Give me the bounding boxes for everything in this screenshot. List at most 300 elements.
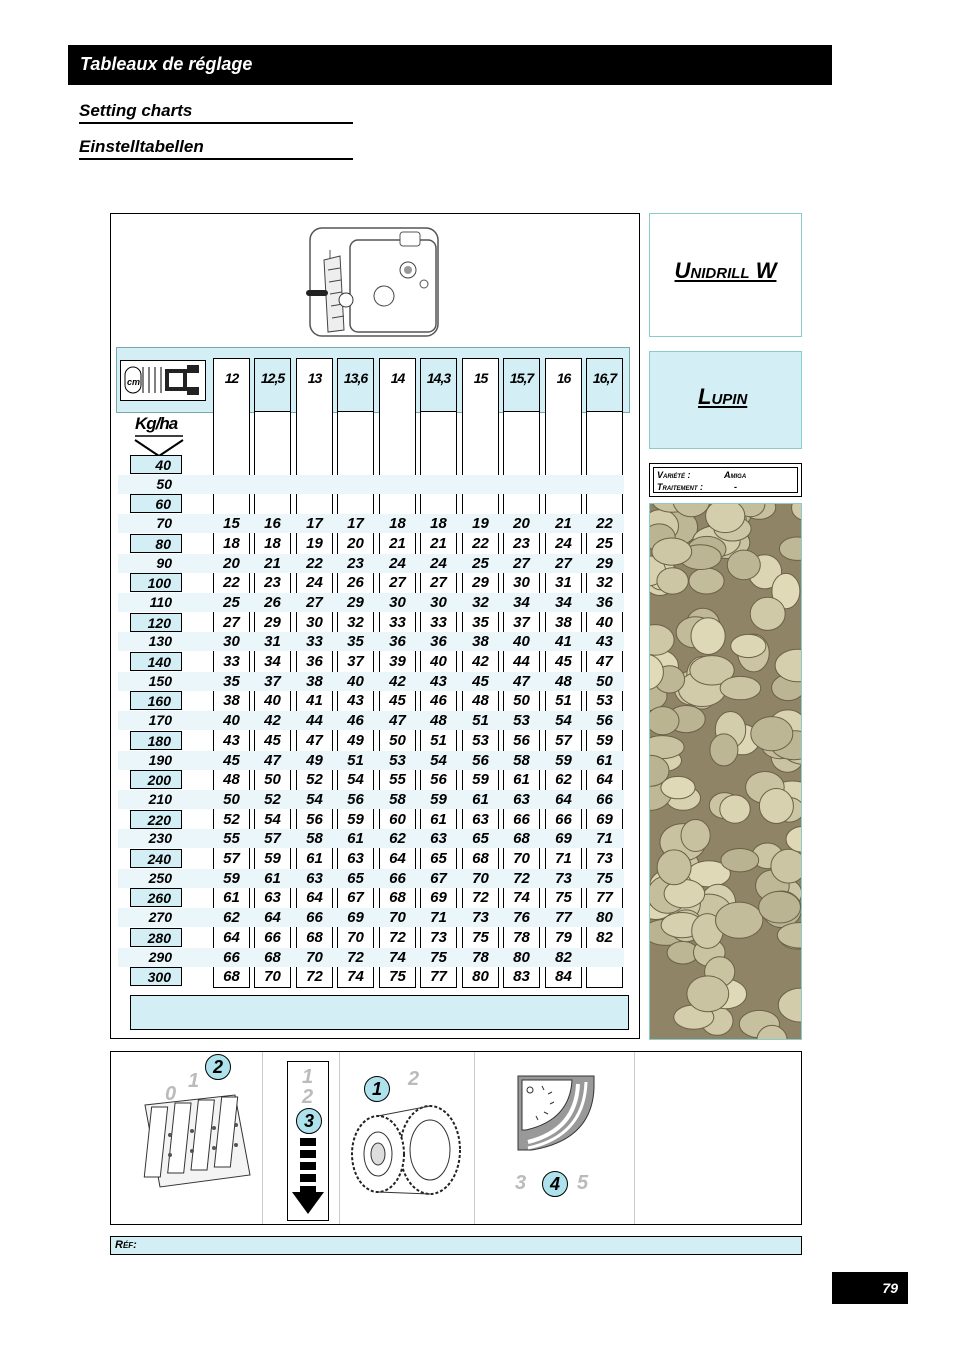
table-row-kg: 170 <box>148 712 172 729</box>
subtitle-english: Setting charts <box>79 101 353 124</box>
table-cell: 51 <box>472 712 489 730</box>
table-cell: 30 <box>430 593 447 611</box>
table-cell: 54 <box>555 712 572 730</box>
seed <box>687 976 729 1012</box>
table-cell: 57 <box>223 850 240 867</box>
seed <box>759 789 793 824</box>
table-cell: 23 <box>513 534 530 552</box>
column-header: 14 <box>390 370 405 386</box>
table-row-kg: 190 <box>148 751 172 768</box>
table-cell: 45 <box>223 751 240 769</box>
table-cell: 66 <box>513 810 530 828</box>
seed <box>731 634 766 657</box>
seed <box>689 568 724 594</box>
table-cell: 73 <box>430 928 447 946</box>
table-cell: 56 <box>347 790 364 808</box>
table-cell: 38 <box>223 692 240 710</box>
trap-option-selected: 4 <box>542 1171 568 1197</box>
table-cell: 48 <box>223 771 240 789</box>
column-header: 12 <box>224 370 239 386</box>
table-row-kg: 120 <box>130 613 182 632</box>
gearbox-option-2: 2 <box>408 1068 420 1090</box>
table-cell: 69 <box>347 909 364 927</box>
table-cell: 20 <box>513 515 530 533</box>
table-cell: 40 <box>347 672 364 690</box>
table-cell: 80 <box>472 968 489 986</box>
table-cell: 55 <box>223 830 240 848</box>
table-cell: 32 <box>596 574 613 592</box>
gearbox-option-selected: 1 <box>364 1076 390 1102</box>
table-cell: 59 <box>555 751 572 769</box>
table-cell: 50 <box>596 672 613 690</box>
table-cell: 50 <box>264 771 281 789</box>
table-cell: 26 <box>264 593 281 611</box>
table-cell: 45 <box>389 692 406 710</box>
seed <box>771 849 802 883</box>
table-cell: 24 <box>306 574 323 592</box>
page-number: 79 <box>832 1272 908 1304</box>
table-cell: 59 <box>430 790 447 808</box>
divider <box>474 1052 475 1224</box>
table-cell <box>379 455 416 474</box>
table-cell: 33 <box>430 613 447 631</box>
table-cell: 25 <box>223 593 240 611</box>
treatment-value: - <box>734 482 737 492</box>
table-row-kg: 290 <box>148 948 172 965</box>
variety-label: Variété : <box>657 470 691 480</box>
table-cell: 75 <box>596 869 613 887</box>
table-cell: 79 <box>555 928 572 946</box>
crop-name: Lupin <box>698 384 748 409</box>
table-cell: 66 <box>596 790 613 808</box>
table-row-kg: 70 <box>156 515 172 532</box>
table-cell: 45 <box>555 653 572 670</box>
table-cell: 32 <box>472 593 489 611</box>
table-row-kg: 230 <box>148 830 172 847</box>
table-cell: 61 <box>472 790 489 808</box>
table-cell: 23 <box>264 574 281 592</box>
table-cell: 53 <box>513 712 530 730</box>
table-cell: 62 <box>389 830 406 848</box>
table-cell: 49 <box>347 731 364 749</box>
table-cell: 24 <box>430 554 447 572</box>
table-cell: 62 <box>555 771 572 789</box>
column-header: 16 <box>556 370 571 386</box>
table-cell <box>379 494 416 513</box>
seed <box>786 826 802 852</box>
table-cell: 27 <box>555 554 572 572</box>
table-cell: 51 <box>430 731 447 749</box>
table-cell: 64 <box>596 771 613 789</box>
table-cell: 65 <box>430 850 447 867</box>
seed <box>720 795 750 823</box>
table-cell: 66 <box>223 948 240 966</box>
table-cell: 30 <box>389 593 406 611</box>
treatment-label: Traitement : <box>657 482 703 492</box>
table-cell: 22 <box>472 534 489 552</box>
table-cell: 18 <box>389 515 406 533</box>
table-row-kg: 160 <box>130 691 182 710</box>
table-cell: 61 <box>223 889 240 907</box>
table-row-kg: 280 <box>130 928 182 947</box>
table-cell: 39 <box>389 653 406 670</box>
shutter-option-1: 1 <box>188 1070 200 1092</box>
table-cell <box>296 494 333 513</box>
table-cell: 72 <box>472 889 489 907</box>
table-cell: 22 <box>223 574 240 592</box>
table-cell: 34 <box>264 653 281 670</box>
seed-texture <box>650 504 802 1040</box>
table-cell: 69 <box>596 810 613 828</box>
table-cell: 24 <box>555 534 572 552</box>
table-cell: 34 <box>555 593 572 611</box>
table-row-kg: 180 <box>130 731 182 750</box>
metering-unit-illustration <box>300 220 450 345</box>
table-cell: 70 <box>472 869 489 887</box>
table-cell: 84 <box>555 968 572 986</box>
table-row-kg: 90 <box>156 554 172 571</box>
flap-option-selected: 3 <box>296 1108 322 1134</box>
table-cell: 71 <box>555 850 572 867</box>
table-cell: 18 <box>223 534 240 552</box>
table-cell: 59 <box>472 771 489 789</box>
table-cell <box>586 948 623 967</box>
table-cell: 44 <box>513 653 530 670</box>
table-cell: 38 <box>472 633 489 651</box>
table-cell: 20 <box>223 554 240 572</box>
lupin-seed-photo <box>649 503 802 1040</box>
column-header: 15 <box>473 370 488 386</box>
kg-ha-label: Kg/ha <box>135 414 178 433</box>
table-cell: 31 <box>555 574 572 592</box>
table-cell: 35 <box>223 672 240 690</box>
table-cell: 77 <box>430 968 447 986</box>
table-cell: 67 <box>347 889 364 907</box>
table-cell: 72 <box>306 968 323 986</box>
table-cell: 41 <box>555 633 572 651</box>
table-cell: 43 <box>596 633 613 651</box>
table-cell: 82 <box>596 928 613 946</box>
column-header: 13,6 <box>343 370 368 386</box>
table-cell: 27 <box>223 613 240 631</box>
title-bar <box>68 45 832 85</box>
table-cell: 74 <box>347 968 364 986</box>
seed <box>792 504 802 521</box>
trap-option-3: 3 <box>515 1172 527 1194</box>
table-cell: 47 <box>513 672 530 690</box>
table-cell: 48 <box>430 712 447 730</box>
table-cell: 59 <box>264 850 281 867</box>
table-row-kg: 210 <box>148 790 172 807</box>
table-cell: 42 <box>264 712 281 730</box>
table-cell: 64 <box>223 928 240 946</box>
subtitle-german: Einstelltabellen <box>79 137 353 160</box>
table-row-kg: 270 <box>148 909 172 926</box>
table-cell: 48 <box>472 692 489 710</box>
table-cell: 64 <box>389 850 406 867</box>
table-cell: 32 <box>347 613 364 631</box>
table-cell <box>420 475 457 494</box>
seed <box>778 988 802 1022</box>
table-cell: 56 <box>430 771 447 789</box>
table-cell: 62 <box>223 909 240 927</box>
reference-field <box>110 1236 802 1255</box>
table-cell: 68 <box>513 830 530 848</box>
table-cell: 19 <box>472 515 489 533</box>
table-row-kg: 240 <box>130 849 182 868</box>
table-cell: 35 <box>472 613 489 631</box>
table-cell: 55 <box>389 771 406 789</box>
table-cell: 29 <box>347 593 364 611</box>
table-cell: 78 <box>513 928 530 946</box>
cm-label: cm <box>127 377 141 387</box>
table-cell <box>296 455 333 474</box>
seed <box>657 850 691 885</box>
table-cell: 17 <box>306 515 323 533</box>
table-cell: 61 <box>347 830 364 848</box>
table-cell <box>462 494 499 513</box>
table-row-kg: 130 <box>148 633 172 650</box>
table-cell <box>545 494 582 513</box>
table-cell: 54 <box>264 810 281 828</box>
table-cell: 57 <box>264 830 281 848</box>
shutter-option-selected: 2 <box>205 1054 231 1080</box>
trap-option-5: 5 <box>577 1172 589 1194</box>
table-cell: 31 <box>264 633 281 651</box>
table-cell <box>213 455 250 474</box>
table-cell: 43 <box>223 731 240 749</box>
row-spacing-icon-box <box>120 360 206 401</box>
table-cell: 66 <box>264 928 281 946</box>
table-cell: 58 <box>513 751 530 769</box>
table-cell <box>254 455 291 474</box>
seed <box>721 849 759 872</box>
table-cell: 50 <box>223 790 240 808</box>
table-cell: 65 <box>347 869 364 887</box>
table-cell: 70 <box>389 909 406 927</box>
table-cell: 37 <box>347 653 364 670</box>
reference-label: Réf: <box>115 1239 137 1251</box>
table-cell: 36 <box>430 633 447 651</box>
table-cell <box>337 475 374 494</box>
table-cell: 47 <box>596 653 613 670</box>
table-cell: 16 <box>264 515 281 533</box>
table-cell <box>254 494 291 513</box>
shutter-illustration <box>140 1075 255 1200</box>
table-cell: 68 <box>264 948 281 966</box>
table-cell: 59 <box>596 731 613 749</box>
column-header: 16,7 <box>592 370 617 386</box>
table-cell: 34 <box>513 593 530 611</box>
table-cell: 61 <box>264 869 281 887</box>
table-cell: 46 <box>430 692 447 710</box>
table-cell <box>379 475 416 494</box>
table-cell <box>462 455 499 474</box>
variety-box <box>649 463 802 497</box>
table-row-kg: 40 <box>130 455 182 474</box>
table-cell: 21 <box>555 515 572 533</box>
table-cell: 72 <box>347 948 364 966</box>
table-cell: 29 <box>596 554 613 572</box>
table-cell <box>337 494 374 513</box>
table-cell: 23 <box>347 554 364 572</box>
table-cell: 66 <box>306 909 323 927</box>
table-row-kg: 140 <box>130 652 182 671</box>
table-cell: 53 <box>389 751 406 769</box>
seed <box>681 820 710 852</box>
table-cell: 40 <box>513 633 530 651</box>
table-cell: 52 <box>223 810 240 828</box>
seed <box>750 597 785 630</box>
table-cell: 33 <box>389 613 406 631</box>
table-cell: 63 <box>347 850 364 867</box>
table-cell: 47 <box>389 712 406 730</box>
table-cell: 69 <box>555 830 572 848</box>
table-cell: 80 <box>596 909 613 927</box>
table-cell: 66 <box>555 810 572 828</box>
table-cell: 25 <box>472 554 489 572</box>
variety-value: Amiga <box>724 470 747 480</box>
table-cell <box>586 967 623 986</box>
table-cell: 27 <box>306 593 323 611</box>
table-cell: 44 <box>306 712 323 730</box>
table-cell: 61 <box>513 771 530 789</box>
seed <box>706 504 745 533</box>
seed <box>779 537 802 560</box>
table-cell: 75 <box>389 968 406 986</box>
table-cell: 29 <box>472 574 489 592</box>
table-cell <box>213 494 250 513</box>
flap-option-2: 2 <box>302 1086 314 1108</box>
table-cell: 72 <box>389 928 406 946</box>
table-cell <box>586 494 623 513</box>
table-cell: 63 <box>306 869 323 887</box>
divider <box>339 1052 340 1224</box>
table-cell: 56 <box>472 751 489 769</box>
seed <box>650 707 679 735</box>
table-cell: 61 <box>596 751 613 769</box>
table-row-kg: 300 <box>130 967 182 986</box>
seed <box>691 618 725 655</box>
table-cell: 70 <box>513 850 530 867</box>
table-row-kg: 80 <box>130 534 182 553</box>
table-cell: 42 <box>389 672 406 690</box>
table-cell: 41 <box>306 692 323 710</box>
table-cell: 56 <box>596 712 613 730</box>
table-row-kg: 110 <box>149 593 172 610</box>
trap-dial-illustration <box>512 1070 598 1154</box>
table-cell: 75 <box>430 948 447 966</box>
table-cell: 27 <box>430 574 447 592</box>
table-row-kg: 50 <box>156 475 172 492</box>
table-cell: 64 <box>306 889 323 907</box>
table-cell: 61 <box>306 850 323 867</box>
table-cell: 72 <box>513 869 530 887</box>
table-cell: 58 <box>389 790 406 808</box>
table-cell <box>296 475 333 494</box>
flap-option-1: 1 <box>302 1066 314 1088</box>
chart-notes-band <box>130 995 629 1030</box>
table-cell: 54 <box>347 771 364 789</box>
table-cell <box>337 455 374 474</box>
table-cell: 82 <box>555 948 572 966</box>
table-cell: 38 <box>306 672 323 690</box>
table-cell: 67 <box>430 869 447 887</box>
table-cell: 77 <box>555 909 572 927</box>
table-cell: 27 <box>513 554 530 572</box>
table-cell: 49 <box>306 751 323 769</box>
table-cell: 30 <box>513 574 530 592</box>
table-cell: 80 <box>513 948 530 966</box>
table-cell: 29 <box>264 613 281 631</box>
table-cell: 50 <box>389 731 406 749</box>
table-cell: 73 <box>596 850 613 867</box>
flap-arrow-icon <box>291 1136 325 1218</box>
table-cell: 19 <box>306 534 323 552</box>
column-header: 12,5 <box>260 370 285 386</box>
seed <box>650 625 674 656</box>
table-cell: 21 <box>430 534 447 552</box>
table-cell: 40 <box>596 613 613 631</box>
table-cell: 70 <box>264 968 281 986</box>
table-cell: 36 <box>596 593 613 611</box>
table-cell: 63 <box>513 790 530 808</box>
table-cell: 56 <box>513 731 530 749</box>
table-cell <box>586 475 623 494</box>
table-cell <box>545 475 582 494</box>
table-cell: 40 <box>223 712 240 730</box>
table-cell: 22 <box>306 554 323 572</box>
table-cell: 18 <box>264 534 281 552</box>
table-cell: 57 <box>555 731 572 749</box>
table-cell: 64 <box>555 790 572 808</box>
table-row-kg: 60 <box>130 494 182 513</box>
tractor-drill-icon <box>121 361 205 400</box>
table-cell: 68 <box>389 889 406 907</box>
table-cell: 53 <box>596 692 613 710</box>
seed <box>759 891 801 923</box>
table-row-kg: 150 <box>148 672 172 689</box>
table-cell: 35 <box>347 633 364 651</box>
table-cell: 77 <box>596 889 613 907</box>
table-cell <box>545 455 582 474</box>
table-cell: 15 <box>223 515 240 533</box>
table-cell <box>462 475 499 494</box>
table-cell: 36 <box>306 653 323 670</box>
seed <box>716 902 763 938</box>
table-cell: 37 <box>264 672 281 690</box>
table-cell: 63 <box>264 889 281 907</box>
seed <box>727 550 760 580</box>
table-cell: 69 <box>430 889 447 907</box>
table-cell: 70 <box>306 948 323 966</box>
table-cell: 54 <box>430 751 447 769</box>
table-cell: 59 <box>347 810 364 828</box>
seed <box>751 717 793 751</box>
table-cell: 52 <box>306 771 323 789</box>
table-cell: 56 <box>306 810 323 828</box>
table-cell: 45 <box>472 672 489 690</box>
table-cell: 30 <box>306 613 323 631</box>
table-row-kg: 200 <box>130 770 182 789</box>
table-cell: 73 <box>472 909 489 927</box>
table-cell: 43 <box>347 692 364 710</box>
table-cell: 70 <box>347 928 364 946</box>
table-cell: 71 <box>596 830 613 848</box>
table-cell: 47 <box>264 751 281 769</box>
table-row-kg: 220 <box>130 810 182 829</box>
table-cell: 58 <box>306 830 323 848</box>
